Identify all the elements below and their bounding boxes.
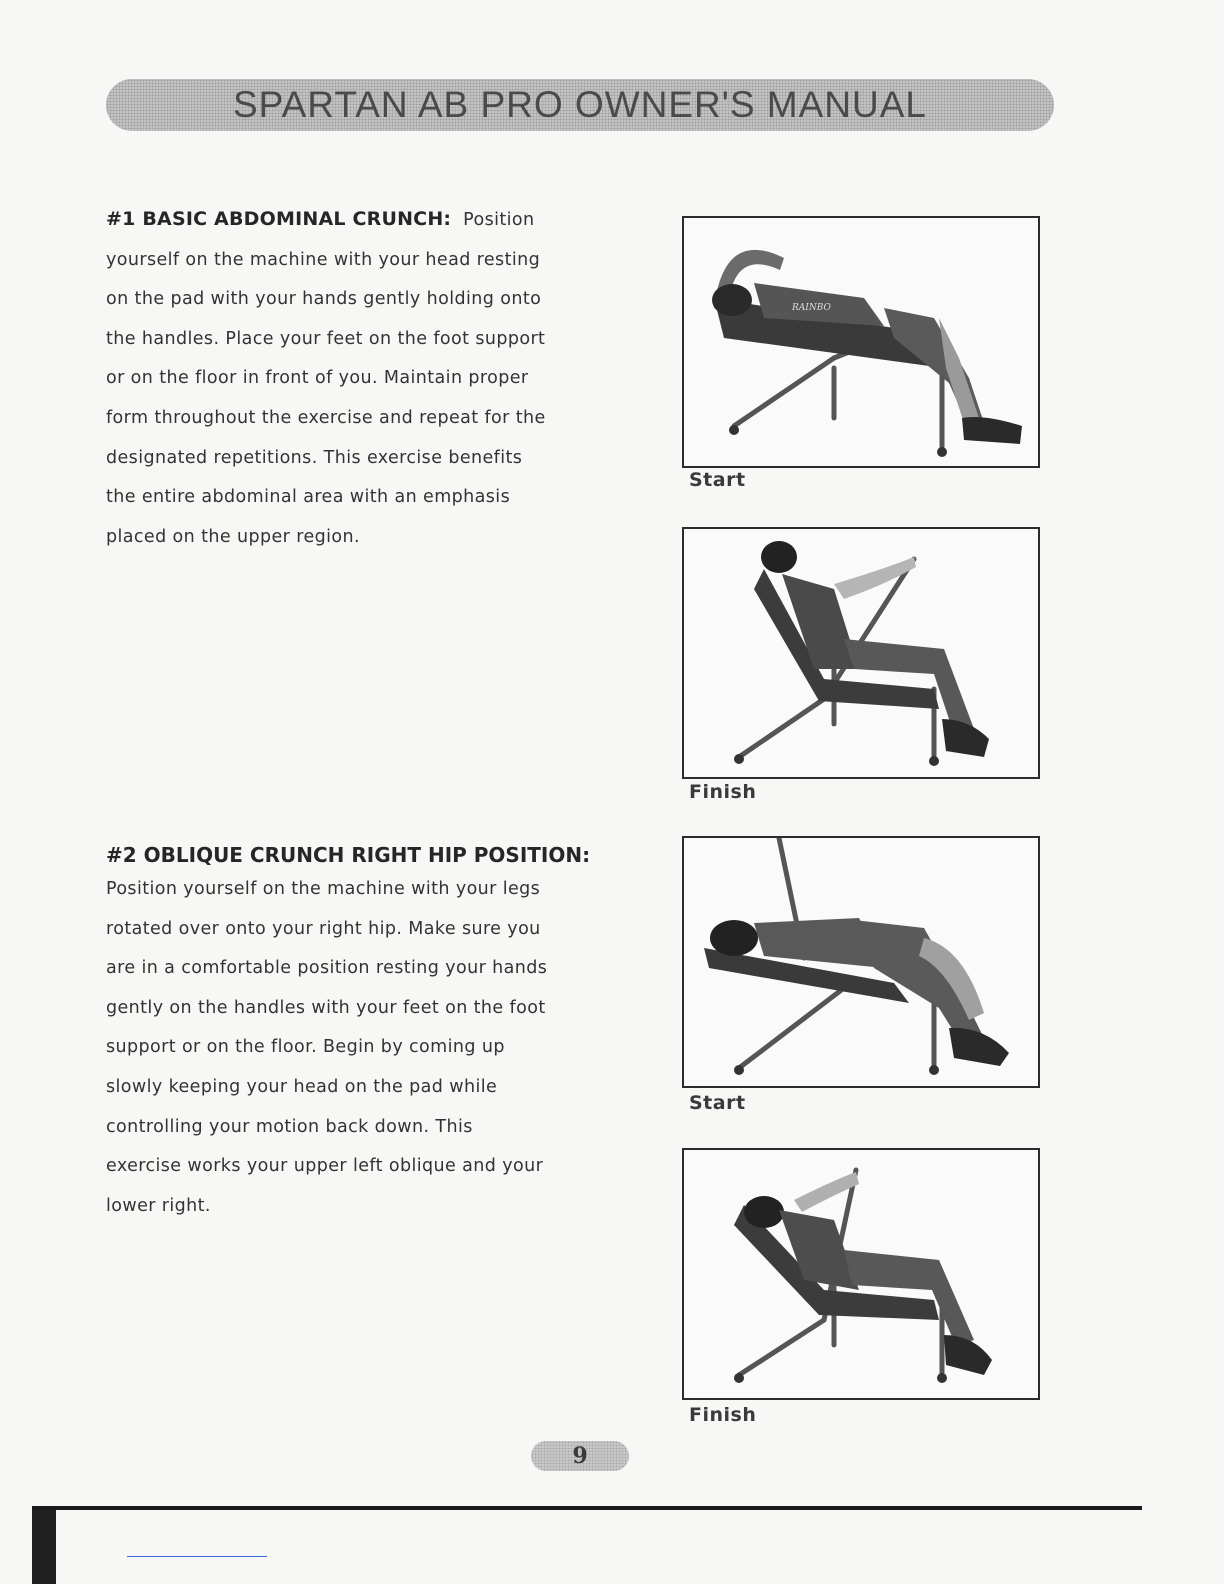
scan-edge-mark <box>32 1510 56 1584</box>
bottom-rule <box>32 1506 1142 1510</box>
exercise-1-finish-caption: Finish <box>689 781 757 803</box>
oblique-start-illustration <box>684 838 1038 1086</box>
exercise-1-line: on the pad with your hands gently holding onto <box>106 289 542 310</box>
exercise-2-line: exercise works your upper left oblique and your <box>106 1156 544 1177</box>
exercise-2-line: rotated over onto your right hip. Make sure you <box>106 918 541 939</box>
exercise-2-start-caption: Start <box>689 1092 746 1114</box>
exercise-1-line: or on the floor in front of you. Maintain proper <box>106 368 529 389</box>
exercise-1-finish-photo <box>682 527 1040 779</box>
exercise-2-line: support or on the floor. Begin by coming up <box>106 1037 505 1058</box>
exercise-1-line-0 <box>106 200 596 241</box>
page-number: 9 <box>572 1443 588 1469</box>
exercise-1-start-caption: Start <box>689 469 746 491</box>
rainbo-logo: RAINBO <box>792 303 831 313</box>
exercise-2-line: Position yourself on the machine with your legs <box>106 879 541 899</box>
exercise-2-start-photo <box>682 836 1040 1088</box>
exercise-2-line: are in a comfortable position resting your hands <box>106 958 548 979</box>
scan-blue-line <box>127 1556 267 1557</box>
exercise-2-heading: #2 OBLIQUE CRUNCH RIGHT HIP POSITION: <box>106 843 591 867</box>
exercise-2-line: lower right. <box>106 1195 211 1216</box>
exercise-1-line: form throughout the exercise and repeat for the <box>106 407 546 428</box>
exercise-2-line: gently on the handles with your feet on the foot <box>106 997 546 1018</box>
exercise-2-line: slowly keeping your head on the pad while <box>106 1076 498 1097</box>
exercise-1-line: designated repetitions. This exercise benefits <box>106 447 523 468</box>
exercise-1-line: the entire abdominal area with an emphasis <box>106 487 511 508</box>
exercise-1-lead: Position <box>463 210 535 230</box>
crunch-finish-illustration <box>684 529 1038 777</box>
exercise-2-text <box>106 838 596 1226</box>
exercise-1-line: placed on the upper region. <box>106 526 360 547</box>
exercise-1-heading: #1 BASIC ABDOMINAL CRUNCH: <box>106 208 452 230</box>
exercise-1-line: the handles. Place your feet on the foot support <box>106 328 546 349</box>
exercise-2-finish-caption: Finish <box>689 1404 757 1426</box>
oblique-finish-illustration <box>684 1150 1038 1398</box>
exercise-2-finish-photo <box>682 1148 1040 1400</box>
manual-title: SPARTAN AB PRO OWNER'S MANUAL <box>233 84 927 125</box>
reclined-start-illustration <box>684 218 1038 466</box>
exercise-1-text <box>106 200 596 557</box>
exercise-1-line: yourself on the machine with your head resting <box>106 249 541 270</box>
exercise-1-start-photo <box>682 216 1040 468</box>
exercise-2-line: controlling your motion back down. This <box>106 1116 473 1137</box>
